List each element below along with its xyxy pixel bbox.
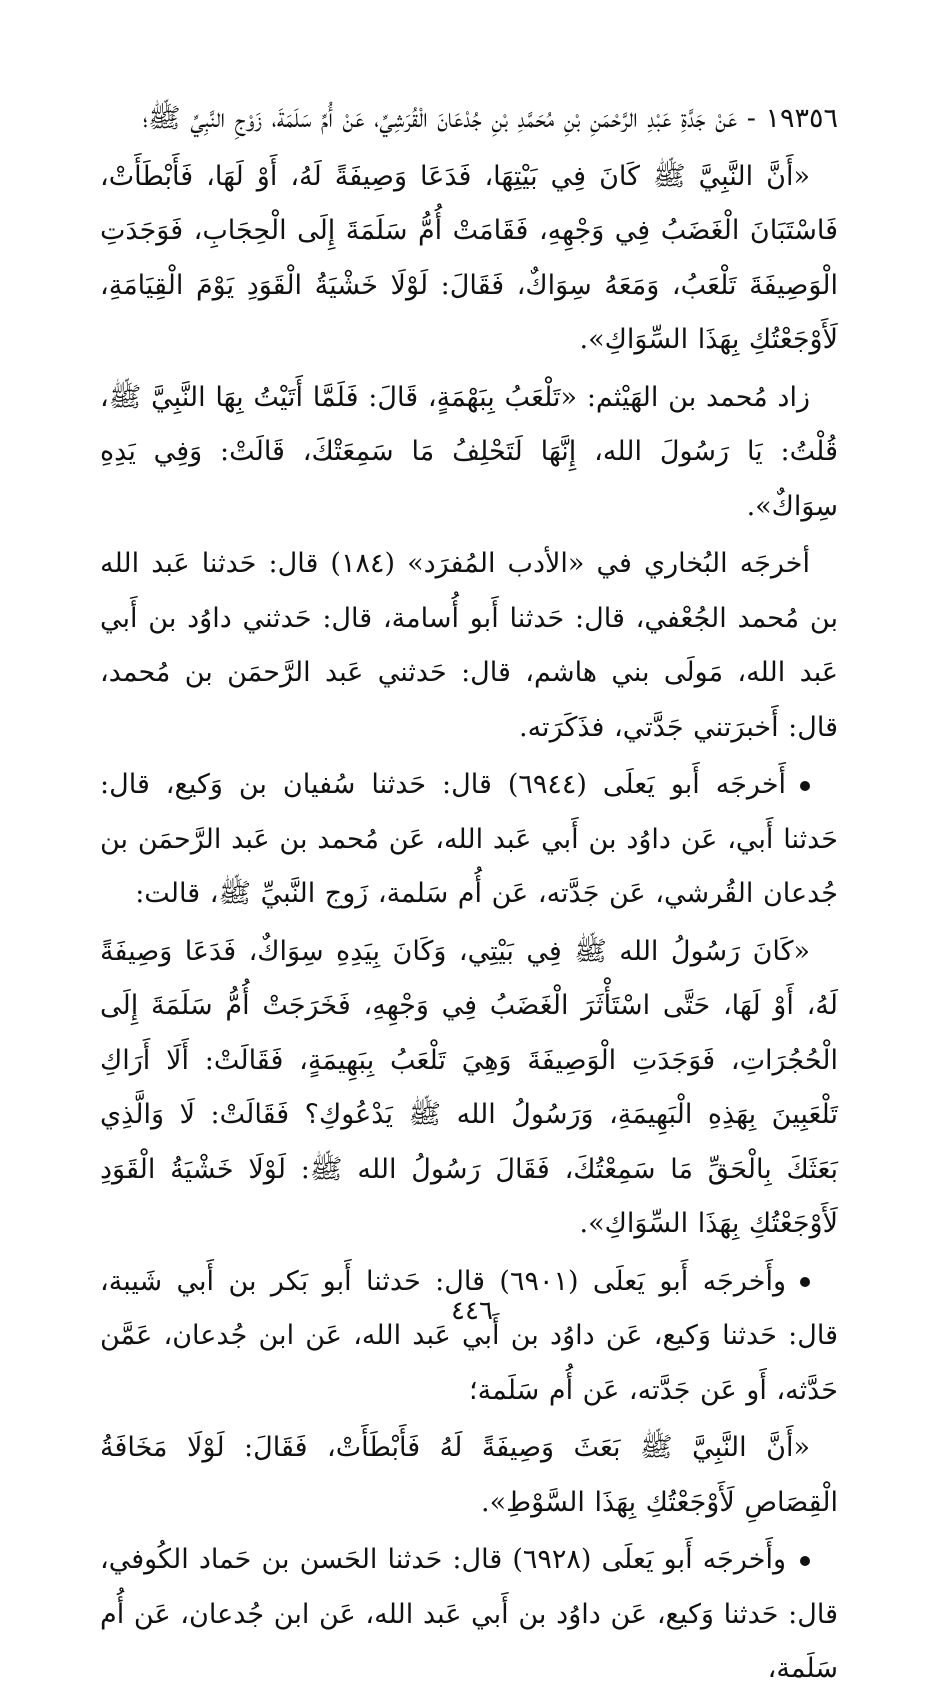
hadith-text-paragraph: «أَنَّ النَّبِيَّ ﷺ بَعَثَ وَصِيفَةً لَهُ فَأَبْطَأَتْ، فَقَالَ: لَوْلَا مَخَافَةُ الْقِصَاصِ لَأَوْجَعْتُكِ بِهَذَا السَّوْطِ».	[100, 1432, 838, 1518]
takhrij-text: وأَخرجَه أَبو يَعلَى (٦٩٠١) قال: حَدثنا أَبو بَكر بن أَبي شَيبة، قال: حَدثنا وَكيع، عَن داوُد بن أَبي عَبد الله، عَن ابن جُدعان، عَمَّن حَدَّثه، أَو عَن جَدَّته، عَن أُم سَلَمة؛	[100, 1265, 838, 1406]
page-body	[100, 92, 838, 1700]
takhrij-paragraph	[100, 1255, 838, 1419]
addition-paragraph: زاد مُحمد بن الهَيْثم: «تَلْعَبُ بِبَهْمَةٍ، قَالَ: فَلَمَّا أَتَيْتُ بِهَا النَّبِيَّ ﷺ، قُلْتُ: يَا رَسُولَ الله، إِنَّهَا لَتَحْلِفُ مَا سَمِعَتْكَ، قَالَتْ: وَفِي يَدِهِ سِوَاكٌ».	[100, 381, 838, 522]
takhrij-paragraph: أخرجَه البُخاري في «الأدب المُفرَد» (١٨٤) قال: حَدثنا عَبد الله بن مُحمد الجُعْفي، قال: حَدثنا أَبو أُسامة، قال: حَدثني داوُد بن أَبي عَبد الله، مَولَى بني هاشم، قال: حَدثني عَبد الرَّحمَن بن مُحمد، قال: أَخبرَتني جَدَّتي، فذَكَرَته.	[100, 548, 838, 743]
hadith-text-paragraph: «كَانَ رَسُولُ الله ﷺ فِي بَيْتِي، وَكَانَ بِيَدِهِ سِوَاكٌ، فَدَعَا وَصِيفَةً لَهُ، أَوْ لَهَا، حَتَّى اسْتَأْثَرَ الْغَضَبُ فِي وَجْهِهِ، فَخَرَجَتْ أُمُّ سَلَمَةَ إِلَى الْحُجُرَاتِ، فَوَجَدَتِ الْوَصِيفَةَ وَهِيَ تَلْعَبُ بِبَهِيمَةٍ، فَقَالَتْ: أَلَا أَرَاكِ تَلْعَبِينَ بِهَذِهِ الْبَهِيمَةِ، وَرَسُولُ الله ﷺ يَدْعُوكِ؟ فَقَالَتْ: لَا وَالَّذِي بَعَثَكَ بِالْحَقِّ مَا سَمِعْتُكَ، فَقَالَ رَسُولُ الله ﷺ: لَوْلَا خَشْيَةُ الْقَوَدِ لَأَوْجَعْتُكِ بِهَذَا السِّوَاكِ».	[100, 935, 838, 1239]
bullet-icon	[800, 1556, 810, 1566]
bullet-icon	[800, 781, 810, 791]
bullet-icon	[800, 1277, 810, 1287]
takhrij-paragraph	[100, 1533, 838, 1697]
page-number: ٤٤٦	[451, 1296, 493, 1326]
hadith-heading-paragraph: ١٩٣٥٦ - عَنْ جَدَّةِ عَبْدِ الرَّحْمَنِ بْنِ مُحَمَّدِ بْنِ جُدْعَانَ الْقُرَشِيِّ، عَنْ أُمِّ سَلَمَةَ، زَوْجِ النَّبِيِّ ﷺ؛	[142, 103, 838, 134]
takhrij-text: وأَخرجَه أَبو يَعلَى (٦٩٢٨) قال: حَدثنا الحَسن بن حَماد الكُوفي، قال: حَدثنا وَكيع، عَن داوُد بن أَبي عَبد الله، عَن ابن جُدعان، عَن أُم سَلَمة،	[100, 1544, 838, 1684]
takhrij-text: أَخرجَه أَبو يَعلَى (٦٩٤٤) قال: حَدثنا سُفيان بن وَكيع، قال: حَدثنا أَبي، عَن داوُد بن أَبي عَبد الله، عَن مُحمد بن عَبد الرَّحمَن بن جُدعان القُرشي، عَن جَدَّته، عَن أُم سَلمة، زَوج النَّبيِّ ﷺ، قالت:	[100, 769, 838, 909]
hadith-text-paragraph: «أَنَّ النَّبِيَّ ﷺ كَانَ فِي بَيْتِهَا، فَدَعَا وَصِيفَةً لَهُ، أَوْ لَهَا، فَأَبْطَأَتْ، فَاسْتَبَانَ الْغَضَبُ فِي وَجْهِهِ، فَقَامَتْ أُمُّ سَلَمَةَ إِلَى الْحِجَابِ، فَوَجَدَتِ الْوَصِيفَةَ تَلْعَبُ، وَمَعَهُ سِوَاكٌ، فَقَالَ: لَوْلَا خَشْيَةُ الْقَوَدِ يَوْمَ الْقِيَامَةِ، لَأَوْجَعْتُكِ بِهَذَا السِّوَاكِ».	[100, 160, 838, 355]
takhrij-paragraph	[100, 758, 838, 922]
